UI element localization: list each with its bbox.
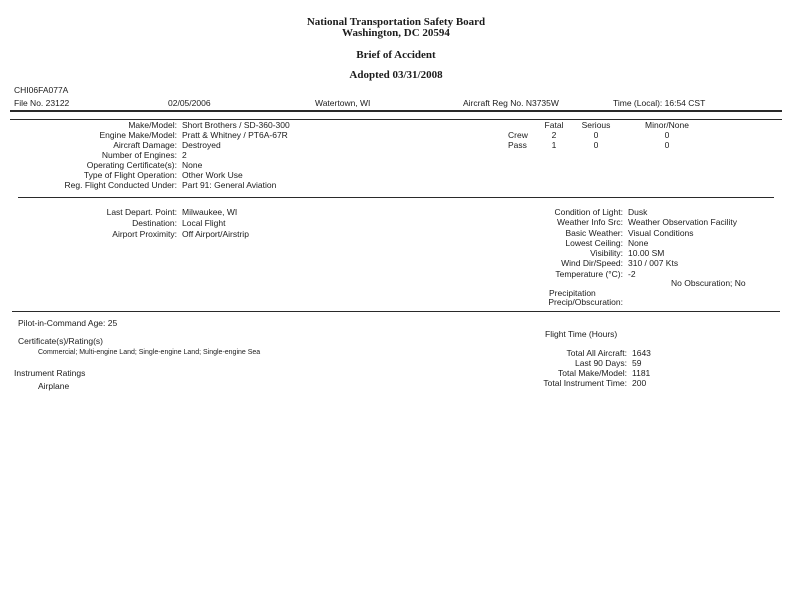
field-label: Aircraft Damage: bbox=[113, 140, 177, 150]
org-title: National Transportation Safety Board bbox=[306, 16, 486, 28]
aircraft-info-block bbox=[0, 120, 290, 190]
field-label: Wind Dir/Speed: bbox=[561, 258, 623, 269]
field-last-depart-point bbox=[0, 207, 249, 218]
section-divider-pilot bbox=[12, 311, 780, 312]
field-value: Weather Observation Facility bbox=[628, 217, 737, 228]
pilot-age-value: 25 bbox=[107, 318, 118, 328]
injury-row-label-pass: Pass bbox=[508, 140, 527, 150]
field-value: Local Flight bbox=[182, 218, 226, 228]
injury-header-serious: Serious bbox=[581, 120, 611, 130]
field-engine-make-model bbox=[0, 130, 290, 140]
field-value: Pratt & Whitney / PT6A-67R bbox=[182, 130, 288, 140]
field-label: Lowest Ceiling: bbox=[565, 237, 623, 248]
field-wind-dir-speed bbox=[400, 258, 737, 268]
certificates-heading: Certificate(s)/Rating(s) bbox=[18, 336, 104, 346]
id-divider-thick bbox=[10, 110, 782, 112]
field-label: Airport Proximity: bbox=[112, 229, 177, 239]
pilot-age-label: Pilot-in-Command Age: bbox=[18, 318, 106, 328]
pilot-age-line bbox=[18, 318, 117, 328]
injury-crew-minor-none: 0 bbox=[664, 130, 670, 140]
field-value: 2 bbox=[182, 150, 187, 160]
file-number: File No. 23122 bbox=[14, 98, 70, 108]
field-value: None bbox=[182, 160, 203, 170]
itinerary-block bbox=[0, 207, 249, 240]
field-value: Milwaukee, WI bbox=[182, 207, 238, 217]
field-aircraft-damage bbox=[0, 140, 290, 150]
field-value: 59 bbox=[632, 358, 642, 368]
field-value: 200 bbox=[632, 378, 647, 388]
field-value: 1643 bbox=[632, 348, 651, 358]
injury-pass-serious: 0 bbox=[593, 140, 599, 150]
injury-pass-fatal: 1 bbox=[551, 140, 557, 150]
field-label: Destination: bbox=[132, 218, 177, 228]
field-value: Dusk bbox=[628, 207, 648, 217]
field-total-all-aircraft bbox=[400, 348, 651, 358]
local-time: Time (Local): 16:54 CST bbox=[613, 98, 706, 108]
adopted-date: Adopted 03/31/2008 bbox=[349, 69, 443, 81]
field-last-90-days bbox=[400, 358, 651, 368]
flight-time-block bbox=[400, 348, 651, 388]
field-reg-flight-conducted-under bbox=[0, 180, 290, 190]
field-label: Make/Model: bbox=[128, 120, 177, 130]
precip-obscuration-label: Precip/Obscuration: bbox=[548, 297, 623, 307]
field-value: None bbox=[628, 237, 649, 248]
field-condition-of-light bbox=[400, 207, 737, 217]
ntsb-id: CHI06FA077A bbox=[14, 85, 69, 95]
injury-crew-serious: 0 bbox=[593, 130, 599, 140]
field-label: Temperature (°C): bbox=[555, 268, 623, 279]
field-value: 10.00 SM bbox=[628, 248, 665, 259]
field-label: Condition of Light: bbox=[554, 207, 623, 217]
certificates-detail: Commercial; Multi-engine Land; Single-engine Land; Single-engine Sea bbox=[38, 349, 261, 356]
field-label: Type of Flight Operation: bbox=[83, 170, 177, 180]
field-value: Other Work Use bbox=[182, 170, 243, 180]
field-label: Reg. Flight Conducted Under: bbox=[64, 180, 177, 190]
field-label: Operating Certificate(s): bbox=[86, 160, 177, 170]
field-label: Engine Make/Model: bbox=[99, 130, 177, 140]
field-label: Weather Info Src: bbox=[557, 217, 623, 228]
field-value: Short Brothers / SD-360-300 bbox=[182, 120, 290, 130]
field-label: Number of Engines: bbox=[101, 150, 177, 160]
injury-crew-fatal: 2 bbox=[551, 130, 557, 140]
aircraft-registration: Aircraft Reg No. N3735W bbox=[463, 98, 559, 108]
field-destination bbox=[0, 218, 249, 229]
injury-pass-minor-none: 0 bbox=[664, 140, 670, 150]
field-total-make-model bbox=[400, 368, 651, 378]
field-total-instrument-time bbox=[400, 378, 651, 388]
field-visibility bbox=[400, 248, 737, 258]
field-basic-weather bbox=[400, 228, 737, 238]
field-type-of-flight-operation bbox=[0, 170, 290, 180]
field-value: -2 bbox=[628, 268, 636, 279]
field-label: Total Instrument Time: bbox=[543, 378, 627, 388]
field-label: Total Make/Model: bbox=[558, 368, 627, 378]
field-make-model bbox=[0, 120, 290, 130]
field-lowest-ceiling bbox=[400, 238, 737, 248]
field-airport-proximity bbox=[0, 229, 249, 240]
field-value: 310 / 007 Kts bbox=[628, 258, 679, 269]
precip-value-line1: No Obscuration; No bbox=[671, 278, 746, 288]
field-operating-certificates bbox=[0, 160, 290, 170]
field-label: Last Depart. Point: bbox=[106, 207, 177, 217]
org-address: Washington, DC 20594 bbox=[342, 27, 450, 39]
injury-corner-cell bbox=[505, 120, 535, 130]
field-value: Visual Conditions bbox=[628, 227, 694, 238]
field-label: Last 90 Days: bbox=[575, 358, 627, 368]
field-value: Part 91: General Aviation bbox=[182, 180, 277, 190]
doc-title: Brief of Accident bbox=[356, 49, 436, 61]
accident-date: 02/05/2006 bbox=[168, 98, 211, 108]
field-number-of-engines bbox=[0, 150, 290, 160]
flight-time-heading: Flight Time (Hours) bbox=[545, 329, 618, 339]
injury-table bbox=[505, 120, 715, 150]
instrument-ratings-heading: Instrument Ratings bbox=[14, 368, 86, 378]
field-value: Off Airport/Airstrip bbox=[182, 229, 249, 239]
precip-value-line2: Precipitation bbox=[549, 288, 596, 298]
weather-block bbox=[400, 207, 737, 279]
injury-header-fatal: Fatal bbox=[544, 120, 564, 130]
injury-row-label-crew: Crew bbox=[508, 130, 528, 140]
instrument-ratings-detail: Airplane bbox=[38, 381, 70, 391]
field-weather-info-src bbox=[400, 217, 737, 227]
injury-header-minor-none: Minor/None bbox=[645, 120, 689, 130]
field-label: Basic Weather: bbox=[565, 227, 623, 238]
section-divider-flight bbox=[18, 197, 774, 198]
field-value: 1181 bbox=[632, 368, 651, 378]
accident-location: Watertown, WI bbox=[315, 98, 371, 108]
field-value: Destroyed bbox=[182, 140, 221, 150]
field-label: Visibility: bbox=[590, 248, 623, 259]
field-label: Total All Aircraft: bbox=[566, 348, 627, 358]
